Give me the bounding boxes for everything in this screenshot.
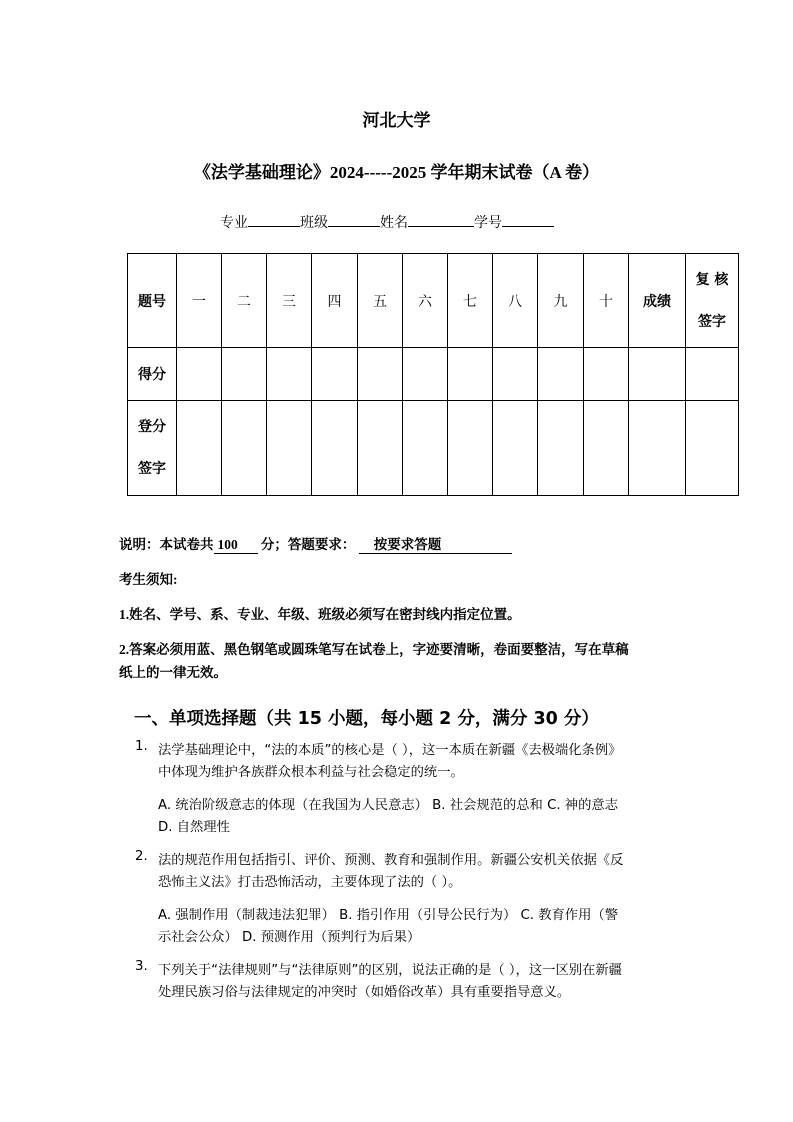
question-text: 恐怖主义法》打击恐怖活动，主要体现了法的（ ）。 xyxy=(158,875,462,890)
header-cell: 五 xyxy=(358,254,403,348)
table-header-row xyxy=(128,254,739,348)
sign-cell[interactable] xyxy=(538,401,584,496)
score-table xyxy=(127,253,739,496)
header-cell: 二 xyxy=(222,254,267,348)
sign-label: 签字 xyxy=(698,313,726,330)
sign-cell[interactable] xyxy=(403,401,448,496)
exam-note xyxy=(119,533,512,554)
review-label: 复 核 xyxy=(695,271,729,288)
sign-row xyxy=(128,401,739,496)
score-row xyxy=(128,348,739,401)
major-label: 专业 xyxy=(220,215,248,231)
header-cell-review xyxy=(686,254,739,348)
score-cell[interactable] xyxy=(493,348,538,401)
question-text: 法学基础理论中，“法的本质”的核心是（ ），这一本质在新疆《去极端化条例》 xyxy=(158,743,622,758)
score-cell[interactable] xyxy=(686,348,739,401)
name-label: 姓名 xyxy=(380,215,408,231)
notice-item: 纸上的一律无效。 xyxy=(119,665,227,680)
question-number: 1. xyxy=(135,739,148,754)
header-cell: 八 xyxy=(493,254,538,348)
score-cell[interactable] xyxy=(222,348,267,401)
sign-cell[interactable] xyxy=(629,401,686,496)
sign-cell[interactable] xyxy=(177,401,222,496)
score-cell[interactable] xyxy=(358,348,403,401)
header-cell: 九 xyxy=(538,254,584,348)
sign-cell[interactable] xyxy=(584,401,629,496)
header-cell: 四 xyxy=(312,254,358,348)
header-cell: 六 xyxy=(403,254,448,348)
question-text: 法的规范作用包括指引、评价、预测、教育和强制作用。新疆公安机关依据《反 xyxy=(158,853,624,868)
note-prefix: 说明：本试卷共 xyxy=(119,537,214,552)
header-cell: 七 xyxy=(448,254,493,348)
row-label-line: 登分 xyxy=(138,419,166,435)
header-cell: 成绩 xyxy=(629,254,686,348)
note-mid: 分；答题要求： xyxy=(260,537,356,552)
question-text: 下列关于“法律规则”与“法律原则”的区别，说法正确的是（ ），这一区别在新疆 xyxy=(158,963,622,978)
student-info xyxy=(220,212,554,232)
question-option: 示社会公众） D. 预测作用（预判行为后果） xyxy=(158,930,421,945)
score-cell[interactable] xyxy=(403,348,448,401)
question-option: A. 强制作用（制裁违法犯罪） B. 指引作用（引导公民行为） C. 教育作用（警 xyxy=(158,908,618,923)
score-cell[interactable] xyxy=(538,348,584,401)
header-cell: 题号 xyxy=(128,254,177,348)
sign-cell[interactable] xyxy=(358,401,403,496)
row-label: 得分 xyxy=(128,348,177,401)
name-field[interactable] xyxy=(408,212,474,227)
score-cell[interactable] xyxy=(267,348,312,401)
score-cell[interactable] xyxy=(584,348,629,401)
row-label-line: 签字 xyxy=(138,461,166,477)
notice-item: 1.姓名、学号、系、专业、年级、班级必须写在密封线内指定位置。 xyxy=(119,607,521,622)
sign-cell[interactable] xyxy=(312,401,358,496)
sign-cell[interactable] xyxy=(493,401,538,496)
header-cell: 十 xyxy=(584,254,629,348)
sign-cell[interactable] xyxy=(686,401,739,496)
major-field[interactable] xyxy=(248,212,300,227)
header-cell: 一 xyxy=(177,254,222,348)
notice-item: 2.答案必须用蓝、黑色钢笔或圆珠笔写在试卷上，字迹要清晰，卷面要整洁，写在草稿 xyxy=(119,642,629,657)
sign-cell[interactable] xyxy=(448,401,493,496)
notice-title: 考生须知: xyxy=(119,572,178,587)
answer-requirement: 按要求答题 xyxy=(359,533,512,554)
header-cell: 三 xyxy=(267,254,312,348)
question-option: A. 统治阶级意志的体现（在我国为人民意志） B. 社会规范的总和 C. 神的意志 xyxy=(158,798,618,813)
question-text: 中体现为维护各族群众根本利益与社会稳定的统一。 xyxy=(158,765,464,780)
score-cell[interactable] xyxy=(177,348,222,401)
question-text: 处理民族习俗与法律规定的冲突时（如婚俗改革）具有重要指导意义。 xyxy=(158,985,571,1000)
section-title: 一、单项选择题（共 15 小题，每小题 2 分，满分 30 分） xyxy=(134,709,599,729)
sign-cell[interactable] xyxy=(222,401,267,496)
class-field[interactable] xyxy=(328,212,380,227)
question-option: D. 自然理性 xyxy=(158,820,230,835)
exam-title: 《法学基础理论》2024-----2025 学年期末试卷（A 卷） xyxy=(193,163,600,182)
score-cell[interactable] xyxy=(312,348,358,401)
score-cell[interactable] xyxy=(448,348,493,401)
student-id-label: 学号 xyxy=(474,215,502,231)
question-number: 2. xyxy=(135,849,148,864)
question-number: 3. xyxy=(135,959,148,974)
score-cell[interactable] xyxy=(629,348,686,401)
university-title: 河北大学 xyxy=(362,111,431,130)
total-score: 100 xyxy=(214,537,258,554)
class-label: 班级 xyxy=(300,215,328,231)
sign-cell[interactable] xyxy=(267,401,312,496)
row-label xyxy=(128,401,177,496)
student-id-field[interactable] xyxy=(502,212,554,227)
